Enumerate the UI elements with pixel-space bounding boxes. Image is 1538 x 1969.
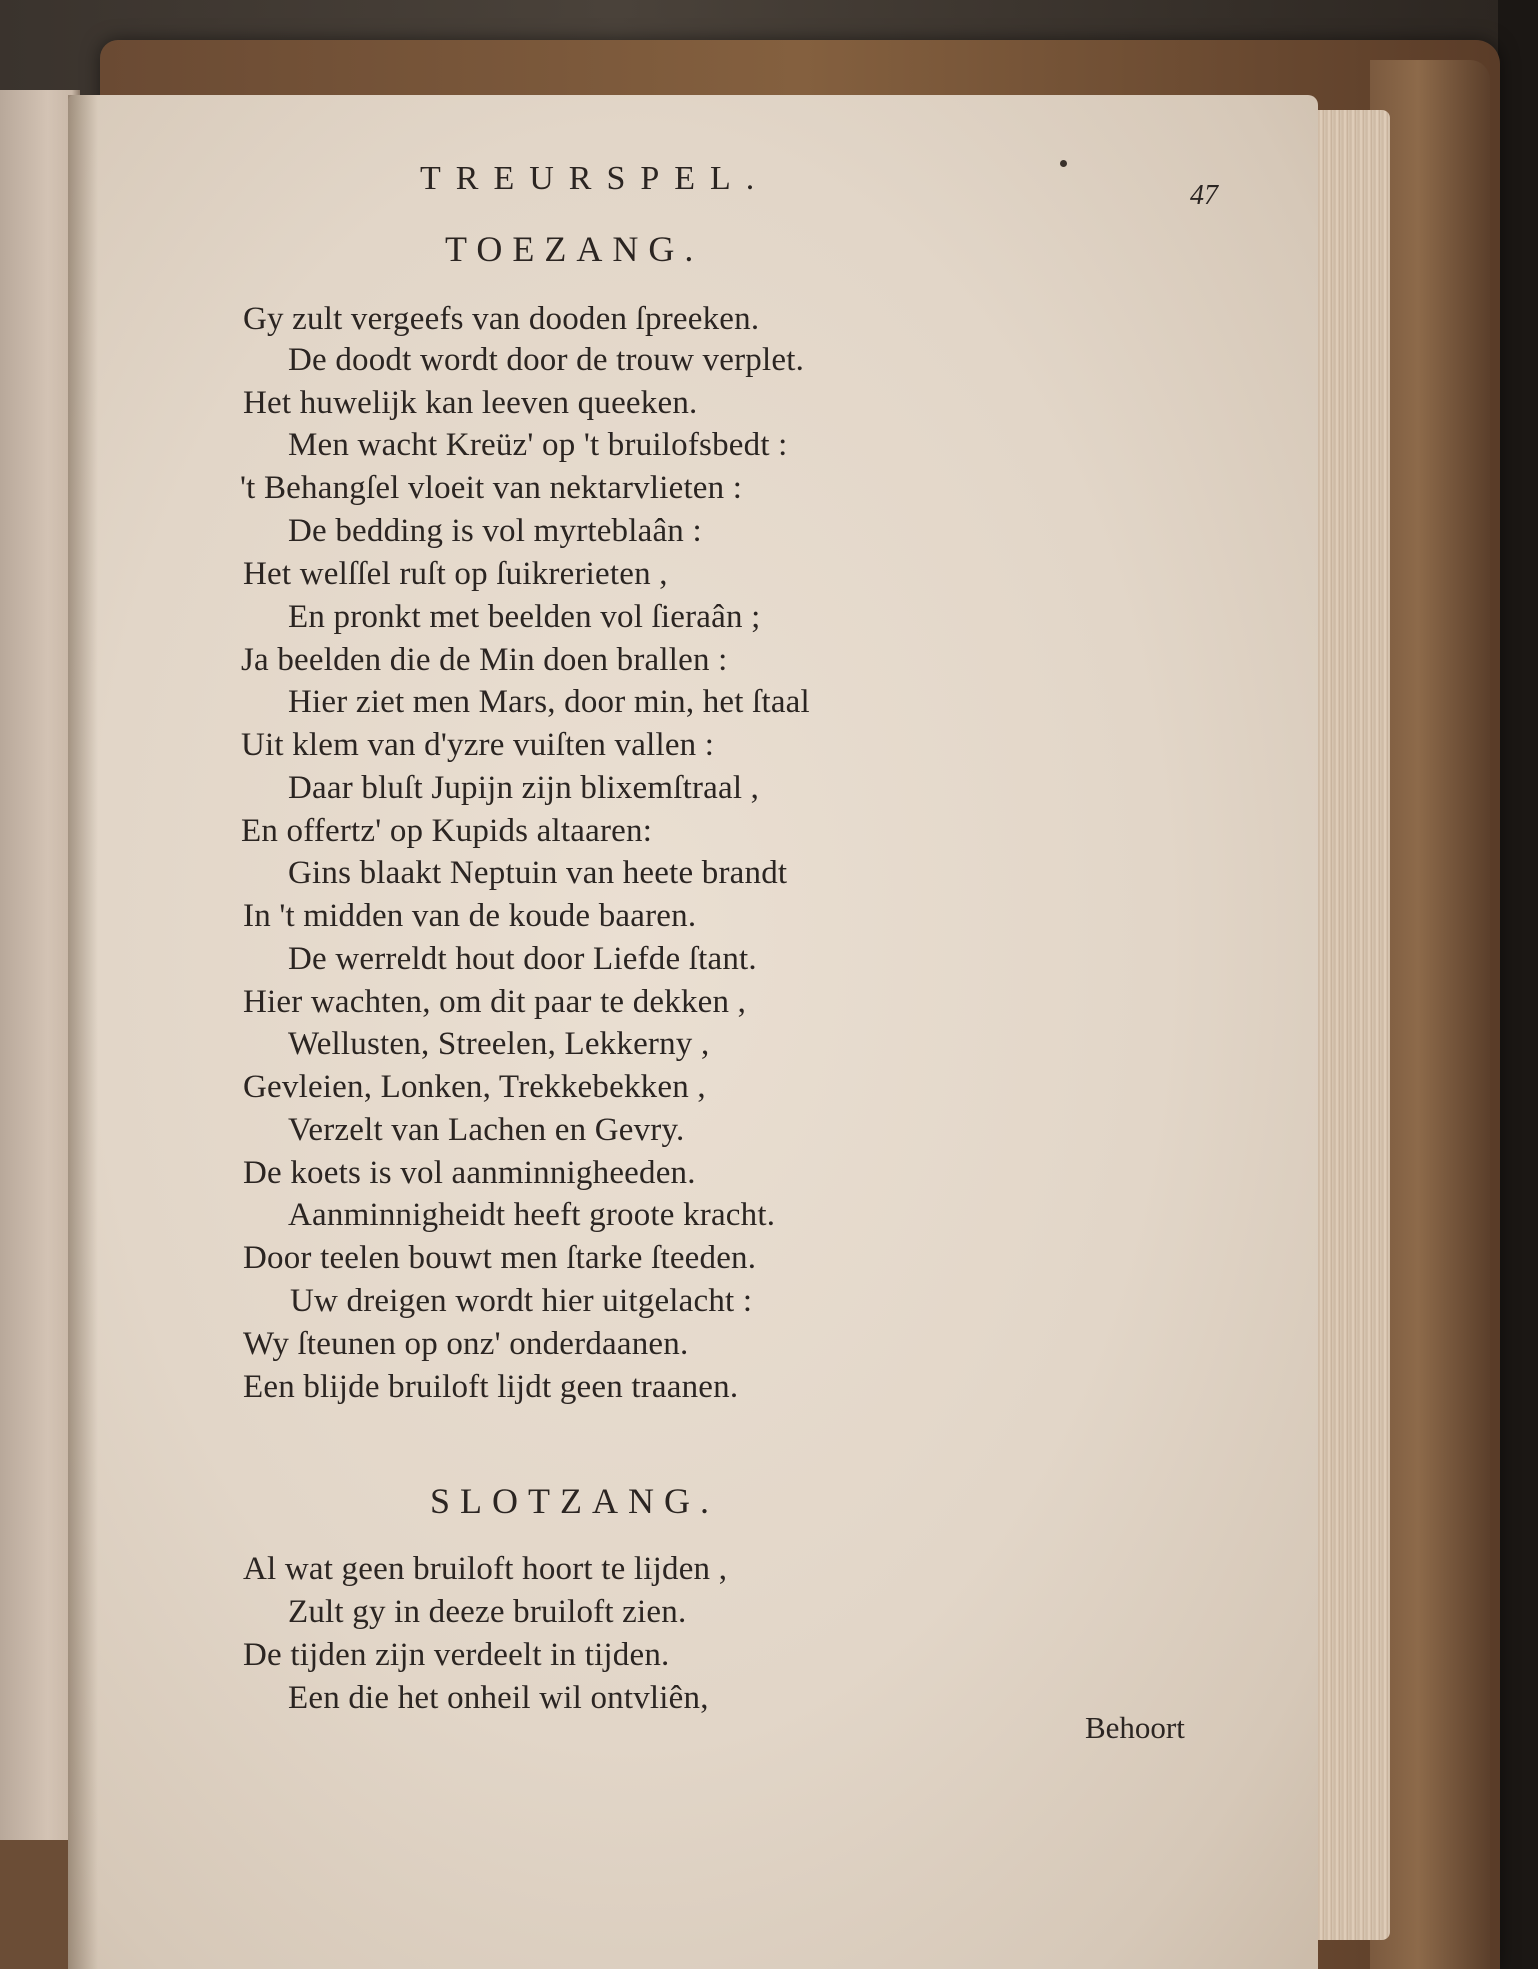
verse-line: Het welſſel ruſt op ſuikrerieten ,: [243, 556, 668, 592]
verse-line: Gevleien, Lonken, Trekkebekken ,: [243, 1069, 706, 1105]
verse-line: Daar bluſt Jupijn zijn blixemſtraal ,: [288, 770, 760, 806]
verse-line: Ja beelden die de Min doen brallen :: [241, 642, 728, 678]
slotzang-heading: SLOTZANG.: [430, 1481, 719, 1521]
verse-line: De koets is vol aanminnigheeden.: [243, 1155, 696, 1191]
verse-line: Al wat geen bruiloft hoort te lijden ,: [243, 1551, 728, 1587]
verse-line: Zult gy in deeze bruiloft zien.: [288, 1594, 687, 1630]
verse-line: Verzelt van Lachen en Gevry.: [288, 1112, 685, 1148]
verse-line: Aanminnigheidt heeft groote kracht.: [288, 1197, 776, 1233]
verse-line: En pronkt met beelden vol ſieraân ;: [288, 599, 761, 635]
verse-line: Door teelen bouwt men ſtarke ſteeden.: [243, 1240, 757, 1276]
verse-line: Uw dreigen wordt hier uitgelacht :: [290, 1283, 753, 1319]
verse-line: Een blijde bruiloft lijdt geen traanen.: [243, 1369, 739, 1405]
verse-line: In 't midden van de koude baaren.: [243, 898, 697, 934]
page-number: 47: [1190, 180, 1218, 211]
printer-dot: [1060, 160, 1067, 167]
verse-line: Hier wachten, om dit paar te dekken ,: [243, 984, 747, 1020]
verse-line: Gy zult vergeefs van dooden ſpreeken.: [243, 301, 760, 337]
running-head: TREURSPEL.: [420, 160, 770, 197]
verse-line: Het huwelijk kan leeven queeken.: [243, 385, 698, 421]
page-gutter-shadow: [68, 95, 98, 1969]
verse-line: Wy ſteunen op onz' onderdaanen.: [243, 1326, 689, 1362]
verse-line: De tijden zijn verdeelt in tijden.: [243, 1637, 670, 1673]
toezang-heading: TOEZANG.: [445, 229, 704, 269]
verse-line: Een die het onheil wil ontvliên,: [288, 1680, 709, 1716]
verse-line: De bedding is vol myrteblaân :: [288, 513, 702, 549]
table-surface: [1498, 0, 1538, 1969]
verse-line: En offertz' op Kupids altaaren:: [241, 813, 653, 849]
verse-line: Men wacht Kreüz' op 't bruilofsbedt :: [288, 427, 788, 463]
catchword: Behoort: [1085, 1710, 1185, 1745]
verse-line: Wellusten, Streelen, Lekkerny ,: [288, 1026, 710, 1062]
verse-line: De werreldt hout door Liefde ſtant.: [288, 941, 757, 977]
verse-line: Uit klem van d'yzre vuiſten vallen :: [241, 727, 715, 763]
verse-line: De doodt wordt door de trouw verplet.: [288, 342, 805, 378]
verse-line: 't Behangſel vloeit van nektarvlieten :: [240, 470, 743, 506]
verse-line: Gins blaakt Neptuin van heete brandt: [288, 855, 788, 891]
verse-line: Hier ziet men Mars, door min, het ſtaal: [288, 684, 810, 720]
